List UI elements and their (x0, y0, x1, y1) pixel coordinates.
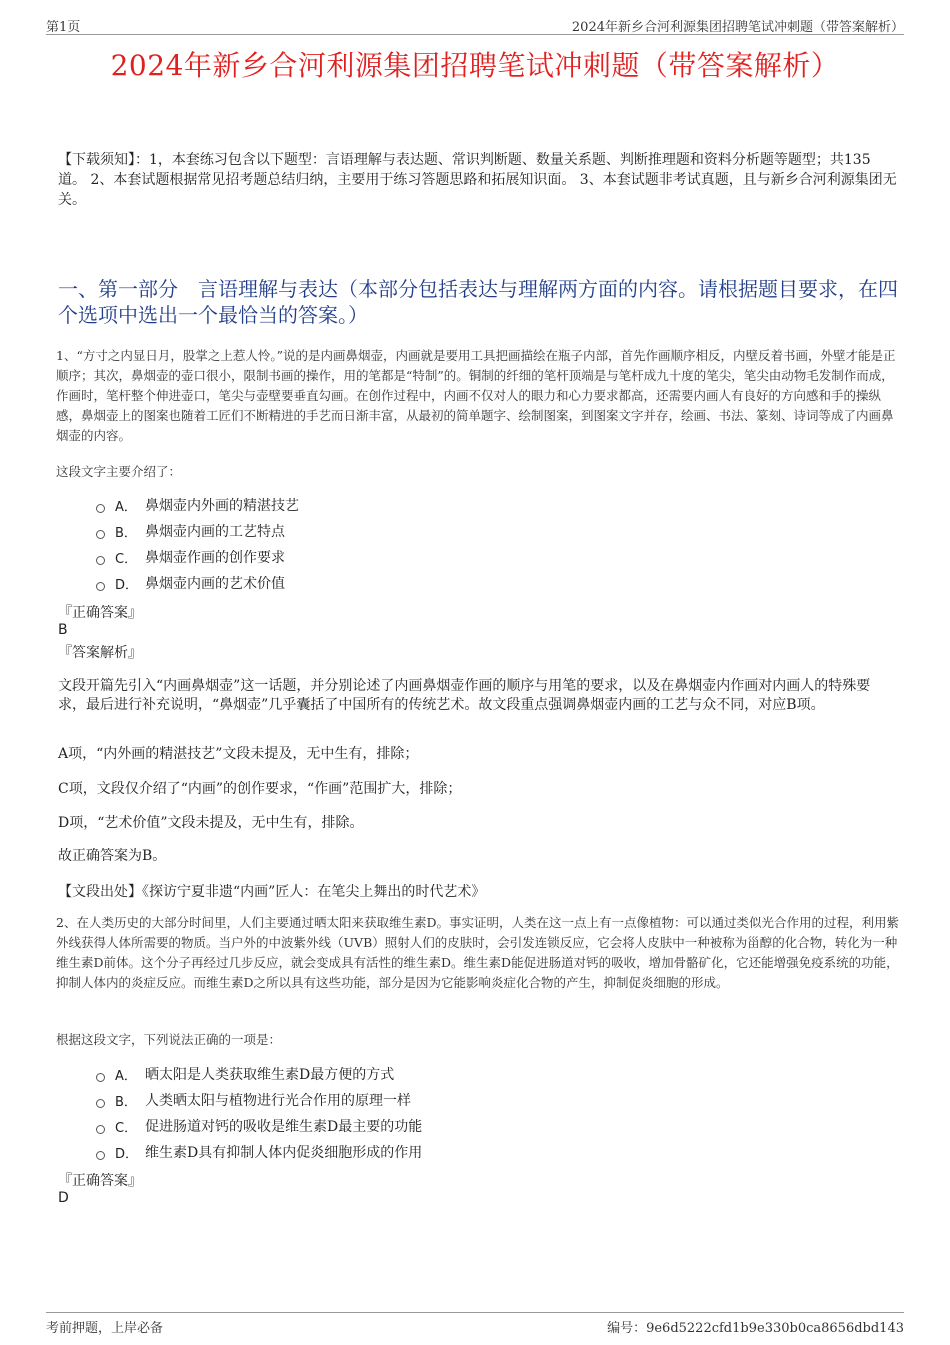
option-a[interactable]: A． 晒太阳是人类获取维生素D最方便的方式 (96, 1061, 422, 1087)
header-doc-title: 2024年新乡合河利源集团招聘笔试冲刺题（带答案解析） (571, 20, 904, 35)
source-citation: 【文段出处】《探访宁夏非遗“内画”匠人：在笔尖上舞出的时代艺术》 (58, 884, 486, 900)
footer-slogan: 考前押题，上岸必备 (46, 1321, 164, 1336)
page-footer (46, 1312, 904, 1337)
analysis-item-a: A项，“内外画的精湛技艺”文段未提及，无中生有，排除； (58, 746, 419, 762)
answer-value: D (58, 1190, 69, 1206)
section-title: 一、第一部分 言语理解与表达（本部分包括表达与理解两方面的内容。请根据题目要求，在四个选项中选出一个最恰当的答案。） (58, 277, 898, 327)
question-1-prompt: 这段文字主要介绍了： (56, 464, 182, 479)
option-d[interactable]: D． 维生素D具有抑制人体内促炎细胞形成的作用 (96, 1139, 422, 1165)
radio-icon[interactable] (96, 1073, 105, 1082)
analysis-label: 『答案解析』 (58, 645, 142, 661)
question-2-options (96, 1061, 422, 1165)
radio-icon[interactable] (96, 530, 105, 539)
answer-value: B (58, 622, 68, 638)
option-b[interactable]: B． 人类晒太阳与植物进行光合作用的原理一样 (96, 1087, 422, 1113)
question-2-text: 2、在人类历史的大部分时间里，人们主要通过晒太阳来获取维生素D。事实证明，人类在这一点上有一点像植物：可以通过类似光合作用的过程，利用紫外线获得人体所需要的物质。当户外的中波紫外线（UVB）照射人们的皮肤时，会引发连锁反应，它会将人皮肤中一种被称为甾醇的化合物，转化为一种维生素D前体。这个分子再经过几步反应，就会变成具有活性的维生素D。维生素D能促进肠道对钙的吸收，增加骨骼矿化，它还能增强免疫系统的功能，抑制人体内的炎症反应。而维生素D之所以具有这些功能，部分是因为它能影响炎症化合物的产生，抑制促炎细胞的形成。 (56, 915, 899, 990)
analysis-item-d: D项，“艺术价值”文段未提及，无中生有，排除。 (58, 815, 364, 831)
option-d[interactable]: D． 鼻烟壶内画的艺术价值 (96, 570, 299, 596)
question-2-prompt: 根据这段文字，下列说法正确的一项是： (56, 1032, 282, 1047)
answer-label: 『正确答案』 (58, 605, 142, 621)
radio-icon[interactable] (96, 582, 105, 591)
radio-icon[interactable] (96, 556, 105, 565)
radio-icon[interactable] (96, 1125, 105, 1134)
option-c[interactable]: C． 鼻烟壶作画的创作要求 (96, 544, 299, 570)
footer-serial: 编号：9e6d5222cfd1b9e330b0ca8656dbd143 (607, 1321, 904, 1336)
option-c[interactable]: C． 促进肠道对钙的吸收是维生素D最主要的功能 (96, 1113, 422, 1139)
radio-icon[interactable] (96, 504, 105, 513)
question-1-options (96, 492, 299, 596)
question-1-text: 1、“方寸之内显日月，股掌之上惹人怜。”说的是内画鼻烟壶，内画就是要用工具把画描绘在瓶子内部，首先作画顺序相反，内壁反着书画，外壁才能是正顺序；其次，鼻烟壶的壶口很小，限制书画的操作，用的笔都是“特制”的。铜制的纤细的笔杆顶端是与笔杆成九十度的笔尖，笔尖由动物毛发制作而成，作画时，笔杆整个伸进壶口，笔尖与壶壁要垂直勾画。在创作过程中，内画不仅对人的眼力和心力要求都高，还需要内画人有良好的方向感和手的操纵感，鼻烟壶上的图案也随着工匠们不断精进的手艺而日渐丰富，从最初的简单题字、绘制图案，到图案文字并存，绘画、书法、篆刻、诗词等成了内画鼻烟壶的内容。 (56, 348, 896, 443)
analysis-item-c: C项，文段仅介绍了“内画”的创作要求，“作画”范围扩大，排除； (58, 781, 462, 797)
document-title: 2024年新乡合河利源集团招聘笔试冲刺题（带答案解析） (110, 49, 840, 82)
page-header (46, 14, 904, 35)
answer-label: 『正确答案』 (58, 1173, 142, 1189)
download-notice: 【下载须知】：1，本套练习包含以下题型：言语理解与表达题、常识判断题、数量关系题、判断推理题和资料分析题等题型；共135道。 2、本套试题根据常见招考题总结归纳，主要用于练习答题思路和拓展知识面。 3、本套试题非考试真题，且与新乡合河利源集团无关。 (58, 152, 897, 208)
radio-icon[interactable] (96, 1151, 105, 1160)
page-number: 第1页 (46, 20, 81, 35)
option-a[interactable]: A． 鼻烟壶内外画的精湛技艺 (96, 492, 299, 518)
analysis-paragraph: 文段开篇先引入“内画鼻烟壶”这一话题，并分别论述了内画鼻烟壶作画的顺序与用笔的要求，以及在鼻烟壶内作画对内画人的特殊要求，最后进行补充说明，“鼻烟壶”几乎囊括了中国所有的传统艺术。故文段重点强调鼻烟壶内画的工艺与众不同，对应B项。 (58, 678, 871, 713)
radio-icon[interactable] (96, 1099, 105, 1108)
option-b[interactable]: B． 鼻烟壶内画的工艺特点 (96, 518, 299, 544)
analysis-conclusion: 故正确答案为B。 (58, 848, 167, 864)
